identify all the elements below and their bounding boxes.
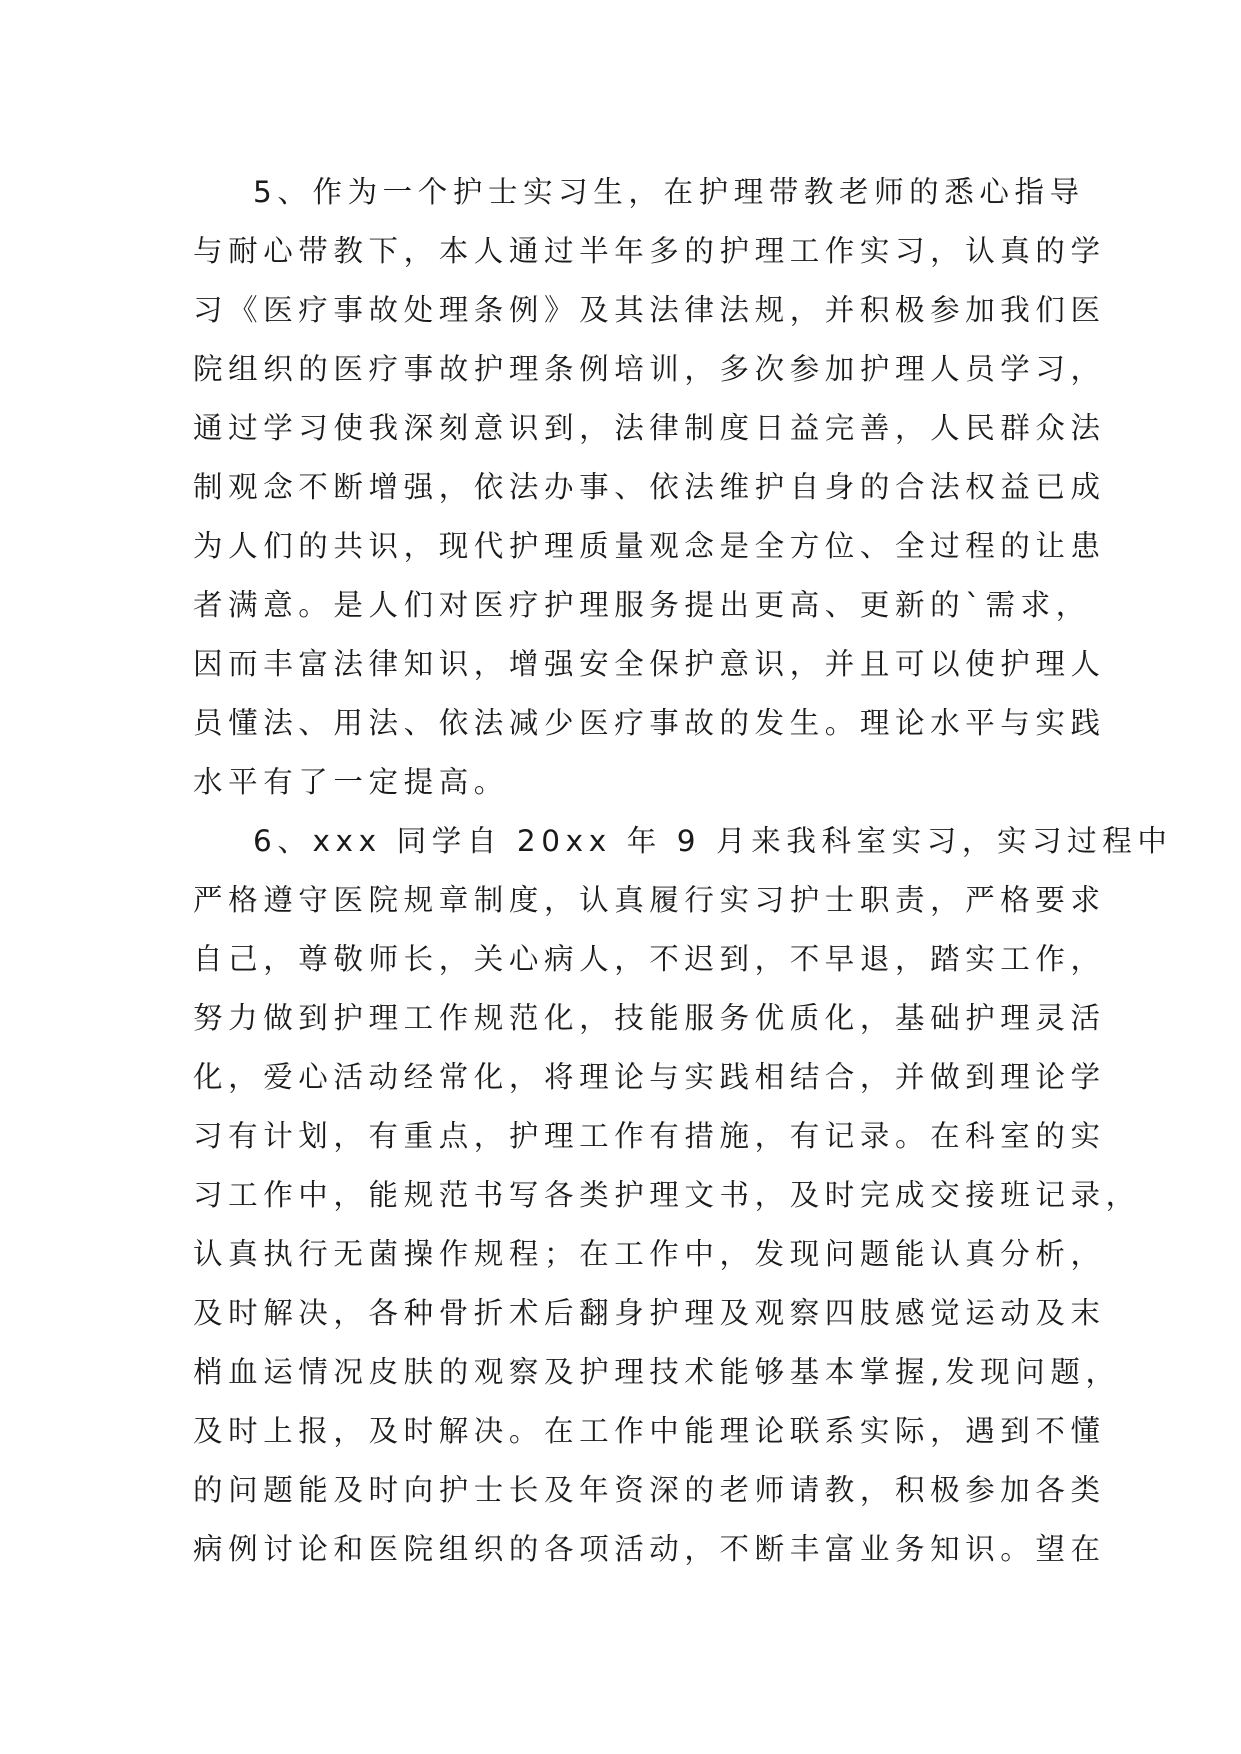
text-line: 6、xxx 同学自 20xx 年 9 月来我科室实习，实习过程中 bbox=[253, 824, 1173, 858]
text-line: 因而丰富法律知识，增强安全保护意识，并且可以使护理人 bbox=[193, 647, 1106, 681]
text-line: 化，爱心活动经常化，将理论与实践相结合，并做到理论学 bbox=[193, 1060, 1106, 1094]
text-line: 者满意。是人们对医疗护理服务提出更高、更新的`需求， bbox=[193, 588, 1091, 622]
paragraph-5 bbox=[193, 163, 1106, 812]
text-line: 员懂法、用法、依法减少医疗事故的发生。理论水平与实践 bbox=[193, 706, 1106, 740]
text-line: 习《医疗事故处理条例》及其法律法规，并积极参加我们医 bbox=[193, 293, 1106, 327]
text-line: 认真执行无菌操作规程；在工作中，发现问题能认真分析， bbox=[193, 1237, 1106, 1271]
text-line: 病例讨论和医院组织的各项活动，不断丰富业务知识。望在 bbox=[193, 1532, 1106, 1566]
text-line: 院组织的医疗事故护理条例培训，多次参加护理人员学习， bbox=[193, 352, 1106, 386]
text-line: 及时解决，各种骨折术后翻身护理及观察四肢感觉运动及末 bbox=[193, 1296, 1106, 1330]
text-line: 努力做到护理工作规范化，技能服务优质化，基础护理灵活 bbox=[193, 1001, 1106, 1035]
text-line: 通过学习使我深刻意识到，法律制度日益完善，人民群众法 bbox=[193, 411, 1106, 445]
text-line: 习工作中，能规范书写各类护理文书，及时完成交接班记录， bbox=[193, 1178, 1141, 1212]
text-line: 与耐心带教下，本人通过半年多的护理工作实习，认真的学 bbox=[193, 234, 1106, 268]
text-line: 及时上报，及时解决。在工作中能理论联系实际，遇到不懂 bbox=[193, 1414, 1106, 1448]
text-line: 制观念不断增强，依法办事、依法维护自身的合法权益已成 bbox=[193, 470, 1106, 504]
text-line: 水平有了一定提高。 bbox=[193, 765, 509, 799]
text-line: 为人们的共识，现代护理质量观念是全方位、全过程的让患 bbox=[193, 529, 1106, 563]
paragraph-6 bbox=[193, 812, 1173, 1579]
document-body bbox=[193, 163, 1173, 1579]
text-line: 习有计划，有重点，护理工作有措施，有记录。在科室的实 bbox=[193, 1119, 1106, 1153]
text-line: 自己，尊敬师长，关心病人，不迟到，不早退，踏实工作， bbox=[193, 942, 1106, 976]
text-line: 的问题能及时向护士长及年资深的老师请教，积极参加各类 bbox=[193, 1473, 1106, 1507]
text-line: 严格遵守医院规章制度，认真履行实习护士职责，严格要求 bbox=[193, 883, 1106, 917]
text-line: 梢血运情况皮肤的观察及护理技术能够基本掌握,发现问题， bbox=[193, 1355, 1121, 1389]
text-line: 5、作为一个护士实习生，在护理带教老师的悉心指导 bbox=[253, 175, 1085, 209]
